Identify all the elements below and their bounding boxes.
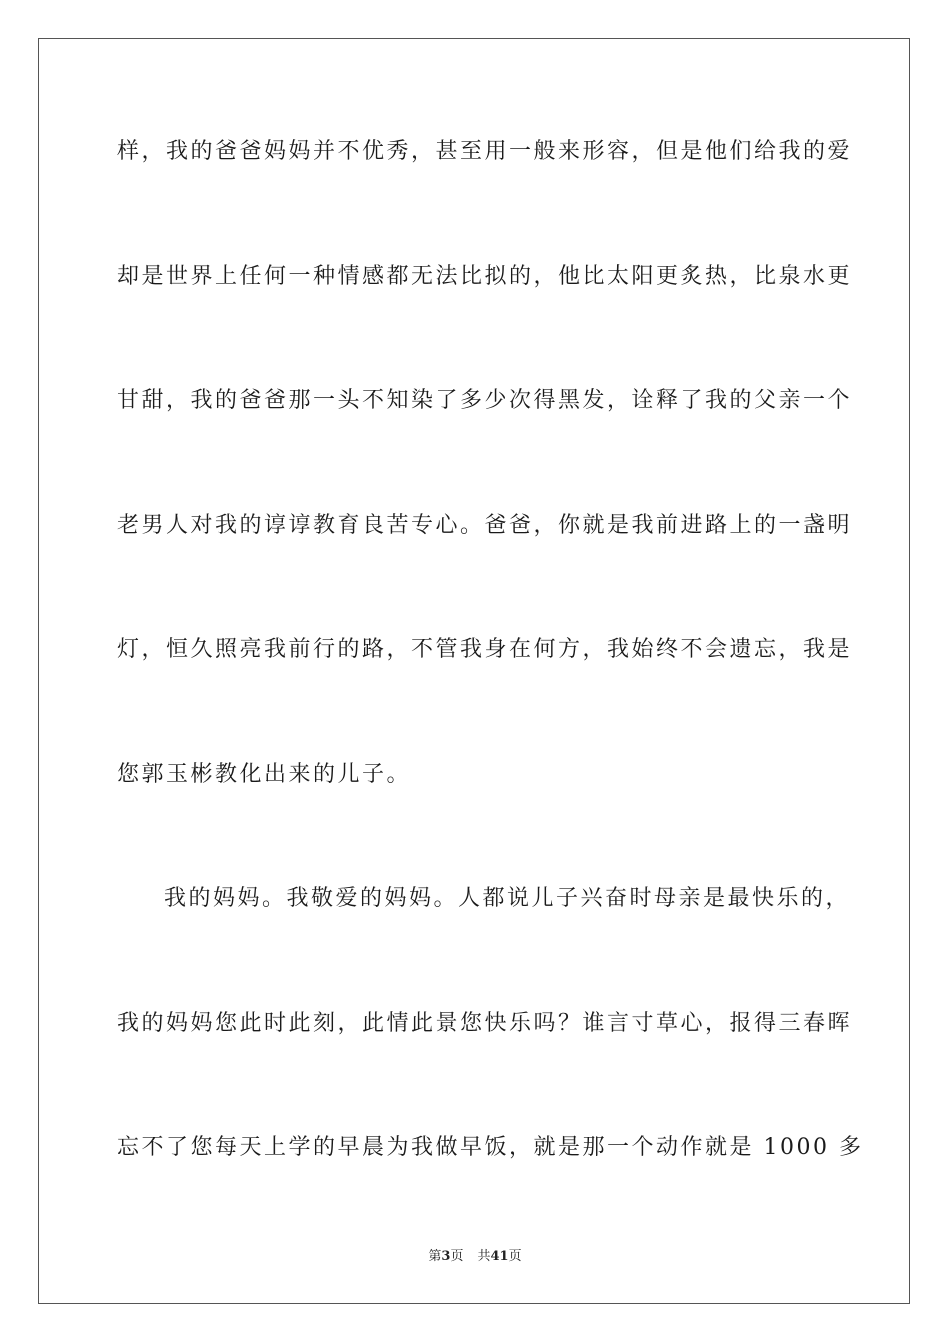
page-footer [0,1248,950,1266]
total-prefix: 共 [477,1249,491,1264]
text-line-3: 甘甜，我的爸爸那一头不知染了多少次得黑发，诠释了我的父亲一个 [117,388,853,413]
text-line-6: 您郭玉彬教化出来的儿子。 [117,762,412,787]
text-line-1: 样，我的爸爸妈妈并不优秀，甚至用一般来形容，但是他们给我的爱 [117,139,853,164]
text-line-7: 我的妈妈。我敬爱的妈妈。人都说儿子兴奋时母亲是最快乐的， [164,886,851,911]
page-border [38,38,910,1304]
text-line-4: 老男人对我的谆谆教育良苦专心。爸爸，你就是我前进路上的一盏明 [117,513,853,538]
text-line-8: 我的妈妈您此时此刻，此情此景您快乐吗？谁言寸草心，报得三春晖 [117,1011,853,1036]
text-line-5: 灯，恒久照亮我前行的路，不管我身在何方，我始终不会遗忘，我是 [117,637,853,662]
text-line-9: 忘不了您每天上学的早晨为我做早饭，就是那一个动作就是 1000 多 [117,1135,864,1160]
page-number: 3 [441,1249,451,1264]
total-suffix: 页 [508,1249,522,1264]
page-suffix: 页 [450,1249,464,1264]
page-prefix: 第 [428,1249,442,1264]
total-pages: 41 [490,1249,509,1264]
text-line-2: 却是世界上任何一种情感都无法比拟的，他比太阳更炙热，比泉水更 [117,264,853,289]
